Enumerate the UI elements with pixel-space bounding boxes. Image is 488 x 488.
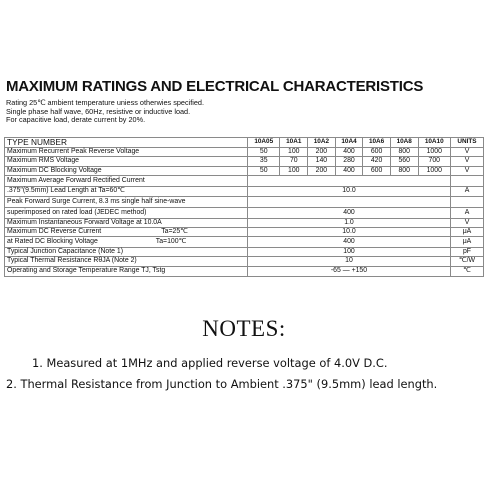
- table-row: [5, 148, 484, 157]
- cell-value: 50: [248, 166, 280, 175]
- cell-value: 140: [308, 157, 336, 166]
- table-row: [5, 157, 484, 166]
- cell-value: 200: [308, 166, 336, 175]
- row-label: Operating and Storage Temperature Range TJ, Tstg: [5, 266, 248, 277]
- cell-value: 1000: [418, 148, 450, 157]
- cell-value: 560: [390, 157, 418, 166]
- cell-value: 10.0: [248, 186, 451, 197]
- section-title: MAXIMUM RATINGS AND ELECTRICAL CHARACTERISTICS: [6, 78, 424, 95]
- table-row: [5, 266, 484, 277]
- cell-unit: μA: [450, 237, 483, 248]
- cell-unit: μA: [450, 227, 483, 236]
- row-label: Maximum RMS Voltage: [5, 157, 248, 166]
- cell-value: 600: [363, 166, 391, 175]
- row-label: Peak Forward Surge Current, 8.3 ms single half sine-wave: [5, 197, 248, 208]
- cell-unit: ℃: [450, 266, 483, 277]
- row-label: Typical Junction Capacitance (Note 1): [5, 247, 248, 256]
- cell-value: 800: [390, 148, 418, 157]
- cell-unit: V: [450, 166, 483, 175]
- cell-unit: V: [450, 148, 483, 157]
- cell-unit: A: [450, 186, 483, 197]
- row-label: Maximum Recurrent Peak Reverse Voltage: [5, 148, 248, 157]
- cell-unit: ℃/W: [450, 257, 483, 266]
- cell-value: 100: [248, 247, 451, 256]
- condition-line: For capacitive load, derate current by 20%.: [6, 115, 146, 125]
- model-header: 10A4: [335, 138, 363, 148]
- cell-value: 700: [418, 157, 450, 166]
- table-row: [5, 257, 484, 266]
- model-header: 10A2: [308, 138, 336, 148]
- cell-value: 100: [280, 148, 308, 157]
- cell-value: 10: [248, 257, 451, 266]
- row-label: .375"(9.5mm) Lead Length at Ta=60℃: [5, 186, 248, 197]
- table-row: [5, 247, 484, 256]
- cell-unit: V: [450, 218, 483, 227]
- model-header: 10A1: [280, 138, 308, 148]
- row-label: [5, 237, 248, 248]
- table-row: [5, 166, 484, 175]
- cell-value: 100: [280, 166, 308, 175]
- ratings-table: [4, 137, 484, 277]
- cell-value: 280: [335, 157, 363, 166]
- table-row: [5, 197, 484, 208]
- cell-value: -65 — +150: [248, 266, 451, 277]
- cell-value: 1.0: [248, 218, 451, 227]
- cell-value: 200: [308, 148, 336, 157]
- condition-label: Ta=25℃: [161, 228, 188, 236]
- table-header-row: [5, 138, 484, 148]
- cell-value: 1000: [418, 166, 450, 175]
- cell-value: 400: [335, 148, 363, 157]
- condition-label: Ta=100℃: [155, 238, 187, 246]
- table-row: [5, 237, 484, 248]
- table-row: [5, 207, 484, 218]
- model-header: 10A8: [390, 138, 418, 148]
- note-item: 2. Thermal Resistance from Junction to Ambient .375" (9.5mm) lead length.: [6, 377, 438, 391]
- cell-value: 400: [248, 237, 451, 248]
- cell-unit: A: [450, 207, 483, 218]
- row-label: Typical Thermal Resistance RθJA (Note 2): [5, 257, 248, 266]
- type-number-header: TYPE NUMBER: [5, 138, 248, 148]
- row-label: Maximum Average Forward Rectified Current: [5, 176, 248, 187]
- cell-value: 50: [248, 148, 280, 157]
- cell-value: 35: [248, 157, 280, 166]
- row-label: Maximum DC Blocking Voltage: [5, 166, 248, 175]
- cell-value: 600: [363, 148, 391, 157]
- table-row: [5, 176, 484, 187]
- model-header: 10A05: [248, 138, 280, 148]
- cell-value: 400: [335, 166, 363, 175]
- cell-unit: V: [450, 157, 483, 166]
- model-header: 10A10: [418, 138, 450, 148]
- condition-line: Rating 25℃ ambient temperature uniess otherwies specified.: [6, 98, 205, 107]
- cell-value: 420: [363, 157, 391, 166]
- table-row: [5, 186, 484, 197]
- cell-value: 800: [390, 166, 418, 175]
- row-label-text: Maximum DC Reverse Current: [7, 228, 102, 236]
- rating-conditions: [6, 99, 204, 125]
- cell-value: 10.0: [248, 227, 451, 236]
- units-header: UNITS: [450, 138, 483, 148]
- model-header: 10A6: [363, 138, 391, 148]
- row-label: [5, 227, 248, 236]
- table-row: [5, 227, 484, 236]
- cell-value: 70: [280, 157, 308, 166]
- condition-line: Single phase half wave, 60Hz, resistive or inductive load.: [6, 106, 191, 116]
- row-label: superimposed on rated load (JEDEC method): [5, 207, 248, 218]
- notes-heading: NOTES:: [202, 316, 286, 341]
- row-label: Maximum Instantaneous Forward Voltage at 10.0A: [5, 218, 248, 227]
- cell-unit: pF: [450, 247, 483, 256]
- row-label-text: at Rated DC Blocking Voltage: [7, 238, 98, 246]
- cell-value: 400: [248, 207, 451, 218]
- table-row: [5, 218, 484, 227]
- note-item: 1. Measured at 1MHz and applied reverse voltage of 4.0V D.C.: [32, 356, 388, 370]
